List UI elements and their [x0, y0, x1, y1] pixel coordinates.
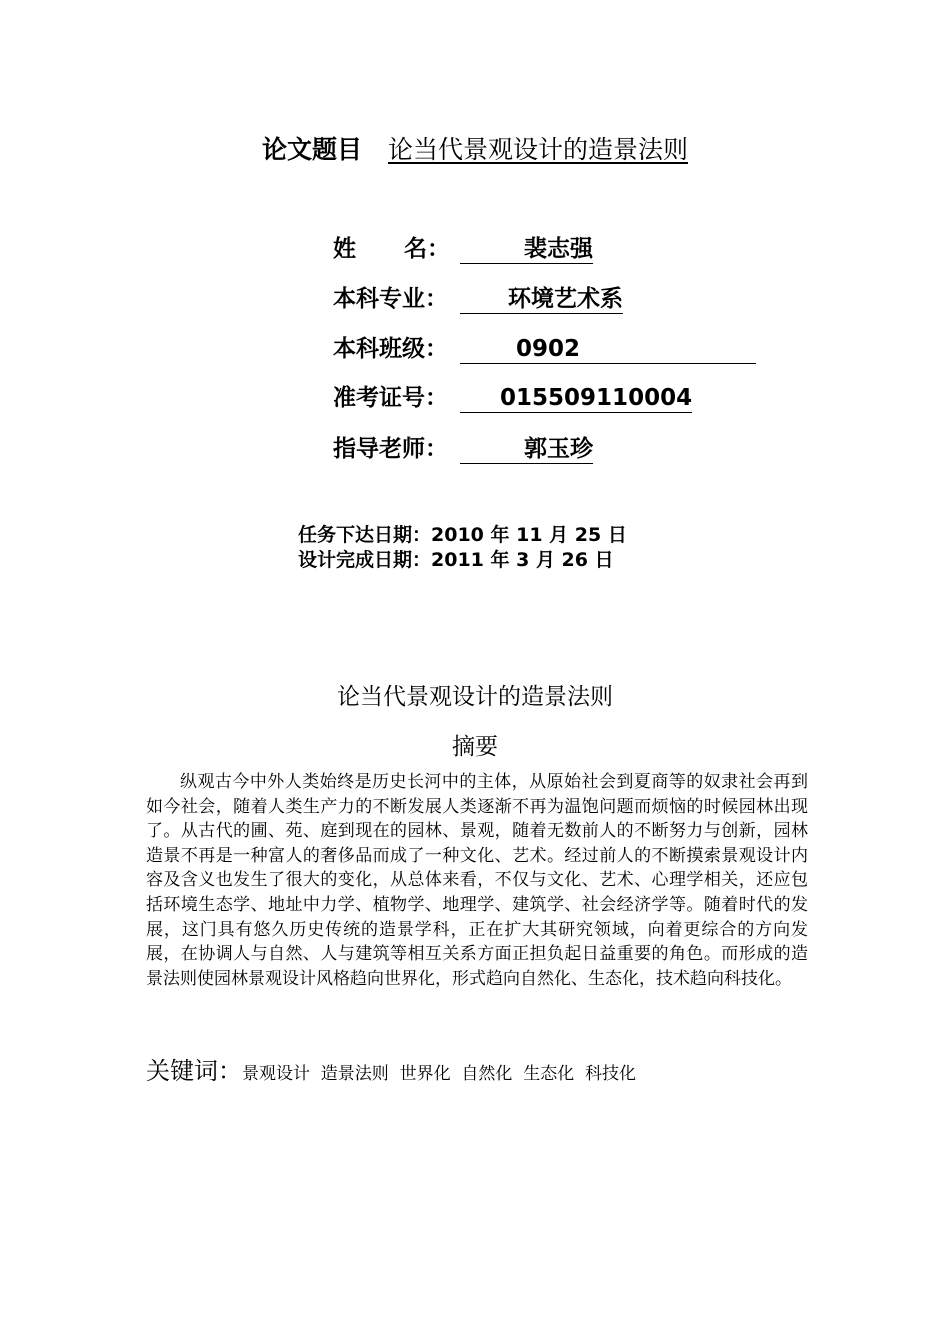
- major-value: 环境艺术系: [460, 286, 624, 312]
- advisor-value: 郭玉珍: [460, 436, 594, 462]
- thesis-title-label: 论文题目: [261, 135, 362, 164]
- class-row: [333, 332, 756, 366]
- abstract-body: 纵观古今中外人类始终是历史长河中的主体，从原始社会到夏商等的奴隶社会再到如今社会，随着人类生产力的不断发展人类逐渐不再为温饱问题而烦恼的时候园林出现了。从古代的圃、苑、庭到现在的园林、景观，随着无数前人的不断努力与创新，园林造景不再是一种富人的奢侈品而成了一种文化、艺术。经过前人的不断摸索景观设计内容及含义也发生了很大的变化，从总体来看，不仅与文化、艺术、心理学相关，还应包括环境生态学、地址中力学、植物学、地理学、建筑学、社会经济学等。随着时代的发展，这门具有悠久历史传统的造景学科，正在扩大其研究领域，向着更综合的方向发展，在协调人与自然、人与建筑等相互关系方面正担负起日益重要的角色。而形成的造景法则使园林景观设计风格趋向世界化，形式趋向自然化、生态化，技术趋向科技化。: [146, 772, 808, 989]
- class-value: 0902: [460, 336, 757, 362]
- major-label: 本科专业：: [333, 286, 448, 312]
- major-row: [333, 282, 623, 316]
- name-row: [333, 232, 593, 266]
- keywords-value: 景观设计 造景法则 世界化 自然化 生态化 科技化: [242, 1064, 637, 1084]
- advisor-row: [333, 432, 593, 466]
- name-value: 裴志强: [460, 236, 594, 262]
- exam-number-row: [333, 381, 692, 415]
- abstract-heading: 摘要: [452, 734, 498, 760]
- thesis-title-line: [0, 132, 950, 168]
- keywords-line: [146, 1054, 636, 1091]
- keywords-label: 关键词：: [146, 1057, 242, 1085]
- name-label: 姓 名：: [333, 236, 451, 262]
- advisor-label: 指导老师：: [333, 436, 448, 462]
- abstract-title: 论当代景观设计的造景法则: [337, 684, 613, 710]
- exam-number-label: 准考证号：: [333, 385, 448, 411]
- complete-date: 设计完成日期：2011 年 3 月 26 日: [298, 549, 614, 571]
- assign-date: 任务下达日期：2010 年 11 月 25 日: [298, 524, 627, 546]
- class-label: 本科班级：: [333, 336, 448, 362]
- exam-number-value: 015509110004: [460, 385, 693, 411]
- thesis-title-value: 论当代景观设计的造景法则: [388, 135, 689, 164]
